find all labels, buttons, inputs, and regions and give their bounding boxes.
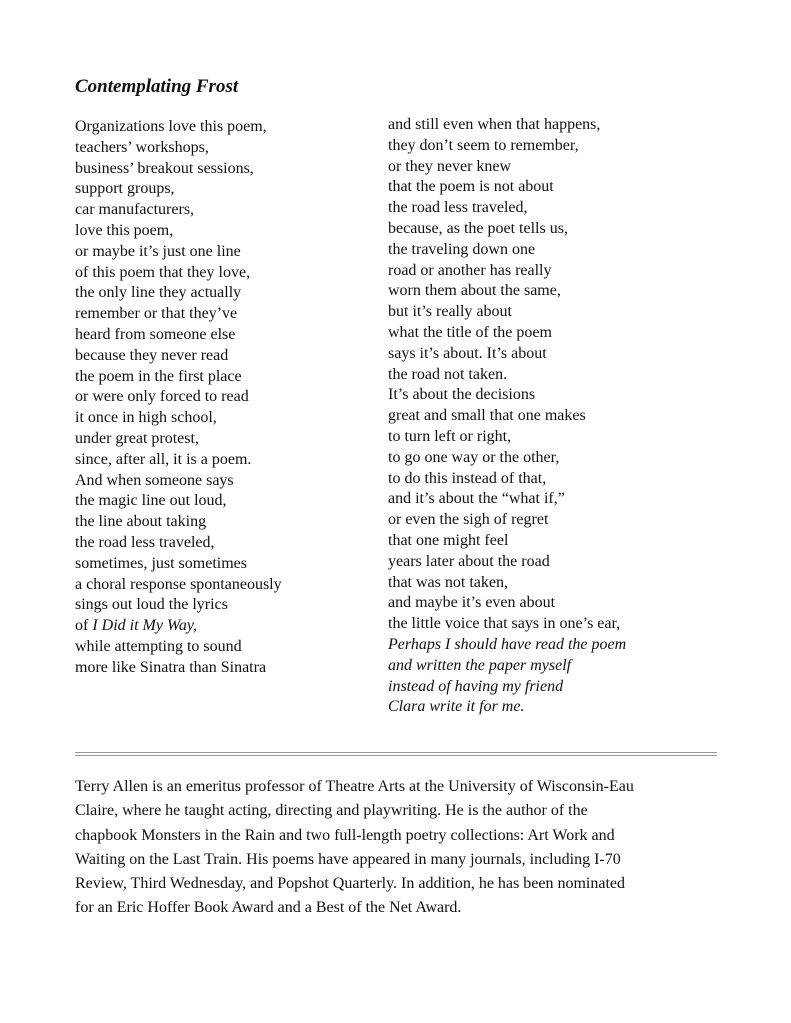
poem-line: that the poem is not about: [388, 178, 554, 196]
poem-line: it once in high school,: [75, 409, 217, 427]
poem-line: teachers’ workshops,: [75, 138, 209, 156]
author-bio: [75, 775, 725, 921]
poem-line: the traveling down one: [388, 240, 536, 258]
poem-line: says it’s about. It’s about: [388, 344, 547, 362]
poem-line: the only line they actually: [75, 284, 242, 302]
poem-line-italic: instead of having my friend: [388, 677, 564, 695]
poem-line: and maybe it’s even about: [388, 594, 556, 612]
poem-line: what the title of the poem: [388, 323, 552, 341]
poem-line: road or another has really: [388, 261, 552, 279]
poem-line: heard from someone else: [75, 325, 236, 343]
poem-line: the road not taken.: [388, 365, 508, 383]
poem-line: under great protest,: [75, 429, 199, 447]
poem-line: to do this instead of that,: [388, 469, 547, 487]
poem-line-song-reference: [75, 616, 375, 637]
poem-line: business’ breakout sessions,: [75, 159, 254, 177]
poem-line: or even the sigh of regret: [388, 511, 549, 529]
poem-line: because, as the poet tells us,: [388, 219, 568, 237]
poem-line: sings out loud the lyrics: [75, 596, 228, 614]
poem-line: car manufacturers,: [75, 201, 195, 219]
poem-line: or maybe it’s just one line: [75, 242, 241, 260]
poem-line-italic: Clara write it for me.: [388, 698, 525, 716]
poem-line-italic: and written the paper myself: [388, 656, 572, 674]
bio-line: Review, Third Wednesday, and Popshot Quarterly. In addition, he has been nominated: [75, 875, 625, 893]
poem-line: great and small that one makes: [388, 407, 586, 425]
poem-left-column: [75, 117, 375, 679]
poem-line: the road less traveled,: [75, 533, 215, 551]
poem-line: sometimes, just sometimes: [75, 554, 247, 572]
bio-line: Terry Allen is an emeritus professor of Theatre Arts at the University of Wisconsin-Eau: [75, 778, 634, 795]
poem-line: since, after all, it is a poem.: [75, 450, 252, 468]
poem-line: or they never knew: [388, 157, 512, 175]
poem-line: to go one way or the other,: [388, 448, 560, 466]
poem-line: while attempting to sound: [75, 637, 242, 655]
poem-line: to turn left or right,: [388, 427, 512, 445]
bio-line: for an Eric Hoffer Book Award and a Best of the Net Award.: [75, 899, 462, 917]
poem-line: because they never read: [75, 346, 229, 364]
poem-right-column: [388, 115, 708, 718]
poem-line: support groups,: [75, 180, 175, 198]
section-divider: [75, 752, 717, 756]
poem-line: the poem in the first place: [75, 367, 242, 385]
poem-line: remember or that they’ve: [75, 305, 238, 323]
poem-line: of this poem that they love,: [75, 263, 251, 281]
bio-line: Waiting on the Last Train. His poems have appeared in many journals, including I-70: [75, 850, 621, 868]
poem-line: the magic line out loud,: [75, 492, 227, 510]
poem-line-prefix: of: [75, 617, 93, 635]
poem-line: It’s about the decisions: [388, 386, 536, 404]
bio-line: chapbook Monsters in the Rain and two full-length poetry collections: Art Work and: [75, 826, 615, 844]
poem-line: that one might feel: [388, 531, 509, 549]
poem-line: years later about the road: [388, 552, 550, 570]
poem-line: a choral response spontaneously: [75, 575, 282, 593]
poem-line: Organizations love this poem,: [75, 118, 267, 135]
poem-line: and it’s about the “what if,”: [388, 490, 565, 508]
poem-line: worn them about the same,: [388, 282, 561, 300]
poem-line: or were only forced to read: [75, 388, 249, 406]
poem-line: they don’t seem to remember,: [388, 136, 579, 154]
song-title: I Did it My Way,: [92, 617, 198, 635]
poem-line: love this poem,: [75, 221, 174, 239]
poem-line: but it’s really about: [388, 303, 512, 321]
poem-line: that was not taken,: [388, 573, 508, 591]
poem-line: the line about taking: [75, 513, 207, 531]
poem-line: And when someone says: [75, 471, 234, 489]
poem-line: the little voice that says in one’s ear,: [388, 615, 621, 633]
poem-line: and still even when that happens,: [388, 116, 601, 133]
poem-line-italic: Perhaps I should have read the poem: [388, 635, 627, 653]
poem-line: more like Sinatra than Sinatra: [75, 658, 267, 676]
poem-line: the road less traveled,: [388, 199, 528, 217]
bio-line: Claire, where he taught acting, directing and playwriting. He is the author of the: [75, 802, 588, 820]
poem-title: Contemplating Frost: [75, 76, 239, 97]
